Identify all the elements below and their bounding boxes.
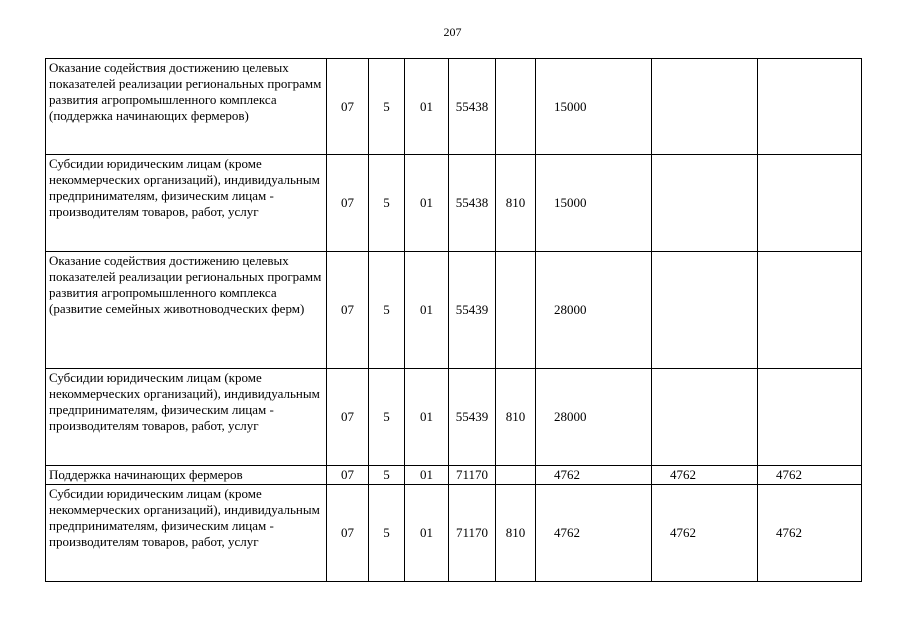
program-code-cell: 5 bbox=[369, 59, 405, 155]
expense-type-cell: 810 bbox=[496, 155, 536, 252]
subprogram-code-cell: 01 bbox=[405, 466, 449, 485]
expense-type-cell: 810 bbox=[496, 485, 536, 582]
direction-code-cell: 55439 bbox=[449, 252, 496, 369]
ministry-code-cell: 07 bbox=[327, 155, 369, 252]
table-row bbox=[46, 155, 862, 252]
amount-cell-1: 4762 bbox=[536, 466, 652, 485]
ministry-code-cell: 07 bbox=[327, 485, 369, 582]
amount-cell-1: 15000 bbox=[536, 59, 652, 155]
row-name-cell: Поддержка начинающих фермеров bbox=[46, 466, 327, 485]
subprogram-code-cell: 01 bbox=[405, 485, 449, 582]
amount-cell-2 bbox=[652, 252, 758, 369]
table-row bbox=[46, 252, 862, 369]
direction-code-cell: 71170 bbox=[449, 485, 496, 582]
amount-cell-1: 28000 bbox=[536, 252, 652, 369]
budget-table bbox=[45, 58, 862, 582]
ministry-code-cell: 07 bbox=[327, 466, 369, 485]
amount-cell-3: 4762 bbox=[758, 485, 862, 582]
table-row bbox=[46, 466, 862, 485]
amount-cell-2: 4762 bbox=[652, 485, 758, 582]
program-code-cell: 5 bbox=[369, 466, 405, 485]
row-name-cell: Оказание содействия достижению целевых показателей реализации региональных программ развития агропромышленного комплекса (развитие семейных животноводческих ферм) bbox=[46, 252, 327, 369]
direction-code-cell: 55438 bbox=[449, 59, 496, 155]
program-code-cell: 5 bbox=[369, 485, 405, 582]
program-code-cell: 5 bbox=[369, 155, 405, 252]
program-code-cell: 5 bbox=[369, 369, 405, 466]
expense-type-cell: 810 bbox=[496, 369, 536, 466]
expense-type-cell bbox=[496, 466, 536, 485]
ministry-code-cell: 07 bbox=[327, 252, 369, 369]
amount-cell-1: 4762 bbox=[536, 485, 652, 582]
table-row bbox=[46, 369, 862, 466]
amount-cell-3 bbox=[758, 59, 862, 155]
amount-cell-3 bbox=[758, 369, 862, 466]
subprogram-code-cell: 01 bbox=[405, 155, 449, 252]
row-name-cell: Оказание содействия достижению целевых показателей реализации региональных программ развития агропромышленного комплекса (поддержка начинающих фермеров) bbox=[46, 59, 327, 155]
subprogram-code-cell: 01 bbox=[405, 369, 449, 466]
ministry-code-cell: 07 bbox=[327, 369, 369, 466]
amount-cell-3: 4762 bbox=[758, 466, 862, 485]
amount-cell-1: 28000 bbox=[536, 369, 652, 466]
subprogram-code-cell: 01 bbox=[405, 59, 449, 155]
amount-cell-1: 15000 bbox=[536, 155, 652, 252]
amount-cell-2 bbox=[652, 369, 758, 466]
program-code-cell: 5 bbox=[369, 252, 405, 369]
expense-type-cell bbox=[496, 252, 536, 369]
expense-type-cell bbox=[496, 59, 536, 155]
table-row bbox=[46, 59, 862, 155]
row-name-cell: Субсидии юридическим лицам (кроме некоммерческих организаций), индивидуальным предпринимателям, физическим лицам - производителям товаров, работ, услуг bbox=[46, 369, 327, 466]
direction-code-cell: 71170 bbox=[449, 466, 496, 485]
row-name-cell: Субсидии юридическим лицам (кроме некоммерческих организаций), индивидуальным предпринимателям, физическим лицам - производителям товаров, работ, услуг bbox=[46, 155, 327, 252]
amount-cell-2 bbox=[652, 59, 758, 155]
table-row bbox=[46, 485, 862, 582]
amount-cell-3 bbox=[758, 155, 862, 252]
page-number: 207 bbox=[443, 25, 462, 39]
amount-cell-3 bbox=[758, 252, 862, 369]
direction-code-cell: 55438 bbox=[449, 155, 496, 252]
ministry-code-cell: 07 bbox=[327, 59, 369, 155]
amount-cell-2: 4762 bbox=[652, 466, 758, 485]
row-name-cell: Субсидии юридическим лицам (кроме некоммерческих организаций), индивидуальным предпринимателям, физическим лицам - производителям товаров, работ, услуг bbox=[46, 485, 327, 582]
direction-code-cell: 55439 bbox=[449, 369, 496, 466]
amount-cell-2 bbox=[652, 155, 758, 252]
subprogram-code-cell: 01 bbox=[405, 252, 449, 369]
